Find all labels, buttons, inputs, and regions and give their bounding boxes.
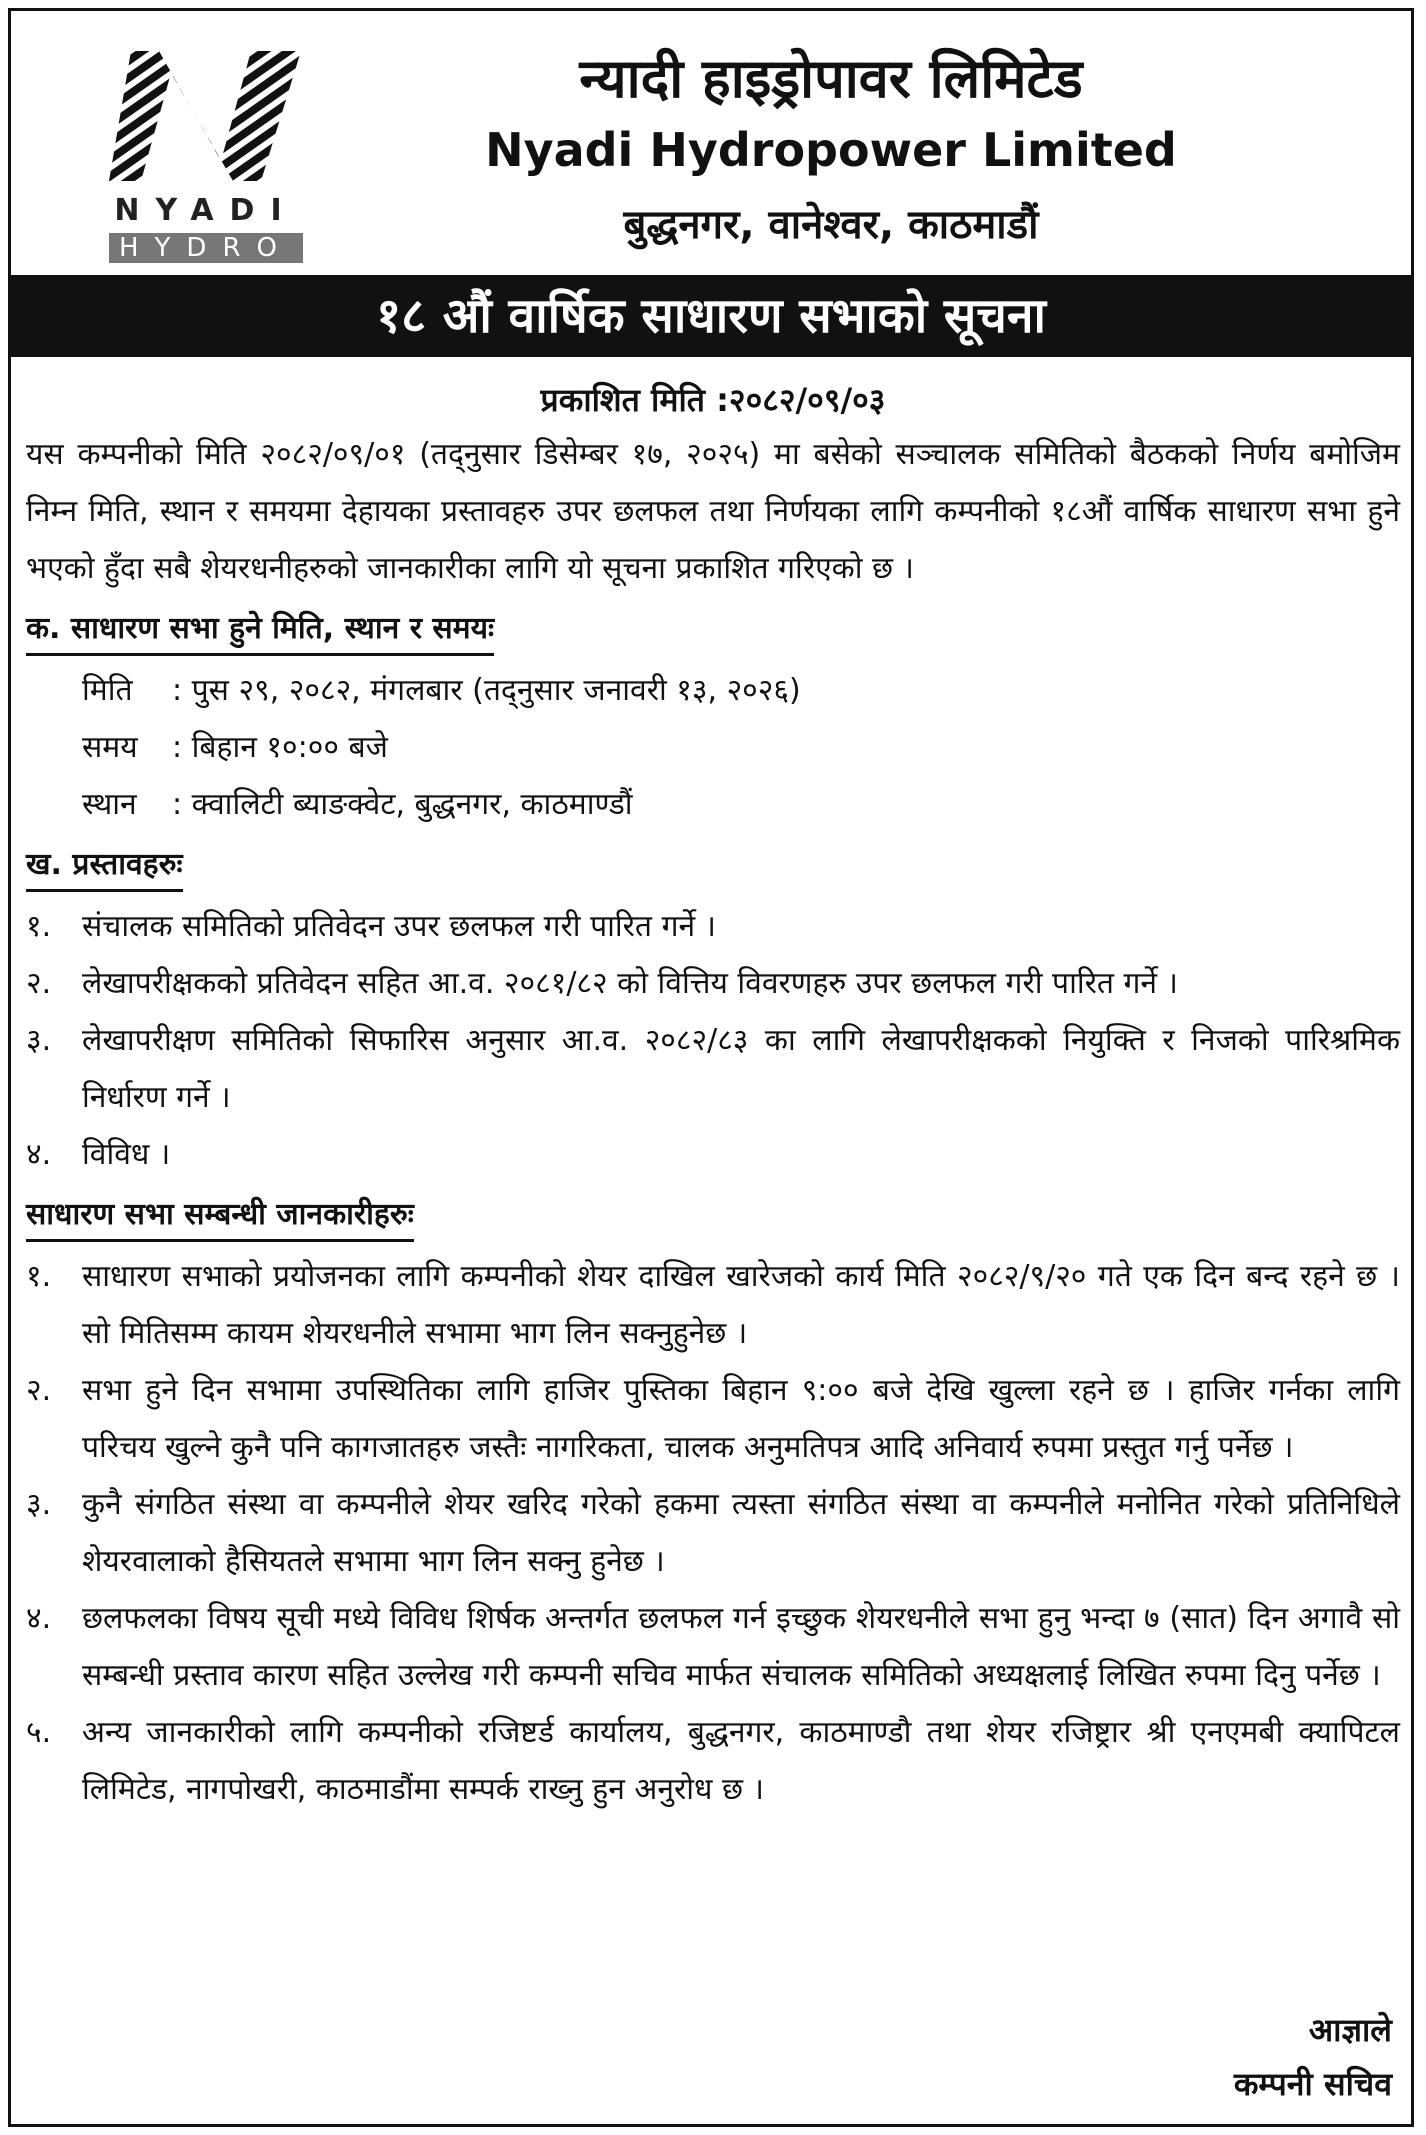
- logo-text-hydro: HYDRO: [109, 233, 303, 263]
- header: [11, 11, 1411, 273]
- section-c-title: साधारण सभा सम्बन्धी जानकारीहरुः: [26, 1191, 414, 1242]
- item-number: २.: [26, 966, 52, 1001]
- list-item: [26, 898, 1400, 955]
- logo-text-nyadi: NYADI: [114, 193, 298, 228]
- item-text: संचालक समितिको प्रतिवेदन उपर छलफल गरी पारित गर्ने ।: [82, 909, 717, 944]
- meeting-details: [26, 662, 1400, 833]
- list-item: [26, 1126, 1400, 1183]
- meeting-info-list: [26, 1248, 1400, 1818]
- list-item: [26, 1248, 1400, 1362]
- item-text: विविध ।: [82, 1137, 171, 1172]
- company-logo: [101, 41, 311, 263]
- row-key: मिति: [82, 673, 133, 708]
- item-number: ३.: [26, 1487, 52, 1522]
- item-number: ४.: [26, 1137, 52, 1172]
- item-number: १.: [26, 909, 52, 944]
- list-item: [26, 1590, 1400, 1704]
- signature-company-secretary: कम्पनी सचिव: [1233, 2065, 1392, 2103]
- proposals-list: [26, 898, 1400, 1183]
- company-address: बुद्धनगर, वानेश्वर, काठमाडौं: [623, 202, 1039, 248]
- section-a-title: क. साधारण सभा हुने मिति, स्थान र समयः: [26, 605, 494, 656]
- item-text: छलफलका विषय सूची मध्ये विविध शिर्षक अन्तर्गत छलफल गर्न इच्छुक शेयरधनीले सभा हुनु भन्दा ७ (सात) दिन अगावै सो सम्बन्धी प्रस्ताव कारण सहित उल्लेख गरी कम्पनी सचिव मार्फत संचालक समितिको अध्यक्षलाई लिखित रुपमा दिनु पर्नेछ ।: [82, 1601, 1400, 1693]
- row-value: : पुस २९, २०८२, मंगलबार (तद्नुसार जनावरी १३, २०२६): [172, 673, 801, 708]
- notice-title-banner: १८ औं वार्षिक साधारण सभाको सूचना: [11, 275, 1411, 357]
- list-item: [26, 1362, 1400, 1476]
- item-text: कुनै संगठित संस्था वा कम्पनीले शेयर खरिद गरेको हकमा त्यस्ता संगठित संस्था वा कम्पनीले मनोनित गरेको प्रतिनिधिले शेयरवालाको हैसियतले सभामा भाग लिन सक्नु हुनेछ ।: [82, 1487, 1400, 1579]
- intro-paragraph: यस कम्पनीको मिति २०८२/०९/०१ (तद्नुसार डिसेम्बर १७, २०२५) मा बसेको सञ्चालक समितिको बैठकको निर्णय बमोजिम निम्न मिति, स्थान र समयमा देहायका प्रस्तावहरु उपर छलफल तथा निर्णयका लागि कम्पनीको १८औं वार्षिक साधारण सभा हुने भएको हुँदा सबै शेयरधनीहरुको जानकारीका लागि यो सूचना प्रकाशित गरिएको छ ।: [26, 437, 1400, 586]
- row-key: स्थान: [82, 787, 137, 822]
- row-value: : क्वालिटी ब्याङक्वेट, बुद्धनगर, काठमाण्डौं: [172, 787, 633, 822]
- meeting-venue-row: [26, 776, 1400, 833]
- item-text: लेखापरीक्षकको प्रतिवेदन सहित आ.व. २०८१/८२ को वित्तिय विवरणहरु उपर छलफल गरी पारित गर्ने ।: [82, 966, 1178, 1001]
- nyadi-n-logo-icon: [101, 41, 311, 191]
- list-item: [26, 955, 1400, 1012]
- item-text: सभा हुने दिन सभामा उपस्थितिका लागि हाजिर पुस्तिका बिहान ९:०० बजे देखि खुल्ला रहने छ । हाजिर गर्नका लागि परिचय खुल्ने कुनै पनि कागजातहरु जस्तैः नागरिकता, चालक अनुमतिपत्र आदि अनिवार्य रुपमा प्रस्तुत गर्नु पर्नेछ ।: [82, 1373, 1400, 1465]
- company-name-english: Nyadi Hydropower Limited: [485, 123, 1177, 177]
- item-number: १.: [26, 1259, 52, 1294]
- item-number: २.: [26, 1373, 52, 1408]
- published-date: प्रकाशित मिति :२०८२/०९/०३: [540, 381, 886, 419]
- company-name-nepali: न्यादी हाइड्रोपावर लिमिटेड: [579, 47, 1083, 110]
- item-number: ३.: [26, 1023, 52, 1058]
- list-item: [26, 1476, 1400, 1590]
- list-item: [26, 1012, 1400, 1126]
- item-number: ४.: [26, 1601, 52, 1636]
- section-b-title: ख. प्रस्तावहरुः: [26, 841, 183, 892]
- item-text: साधारण सभाको प्रयोजनका लागि कम्पनीको शेयर दाखिल खारेजको कार्य मिति २०८२/९/२० गते एक दिन बन्द रहने छ । सो मितिसम्म कायम शेयरधनीले सभामा भाग लिन सक्नुहुनेछ ।: [82, 1259, 1400, 1351]
- signature-by-order: आज्ञाले: [1308, 2011, 1392, 2049]
- row-key: समय: [82, 730, 138, 765]
- row-value: : बिहान १०:०० बजे: [172, 730, 388, 765]
- list-item: [26, 1704, 1400, 1818]
- notice-body: [26, 374, 1400, 1818]
- item-text: अन्य जानकारीको लागि कम्पनीको रजिष्टर्ड कार्यालय, बुद्धनगर, काठमाण्डौ तथा शेयर रजिष्ट्रार श्री एनएमबी क्यापिटल लिमिटेड, नागपोखरी, काठमाडौंमा सम्पर्क राख्नु हुन अनुरोध छ ।: [82, 1715, 1400, 1807]
- meeting-date-row: [26, 662, 1400, 719]
- meeting-time-row: [26, 719, 1400, 776]
- item-text: लेखापरीक्षण समितिको सिफारिस अनुसार आ.व. २०८२/८३ का लागि लेखापरीक्षकको नियुक्ति र निजको पारिश्रमिक निर्धारण गर्ने ।: [82, 1023, 1400, 1115]
- item-number: ५.: [26, 1715, 52, 1750]
